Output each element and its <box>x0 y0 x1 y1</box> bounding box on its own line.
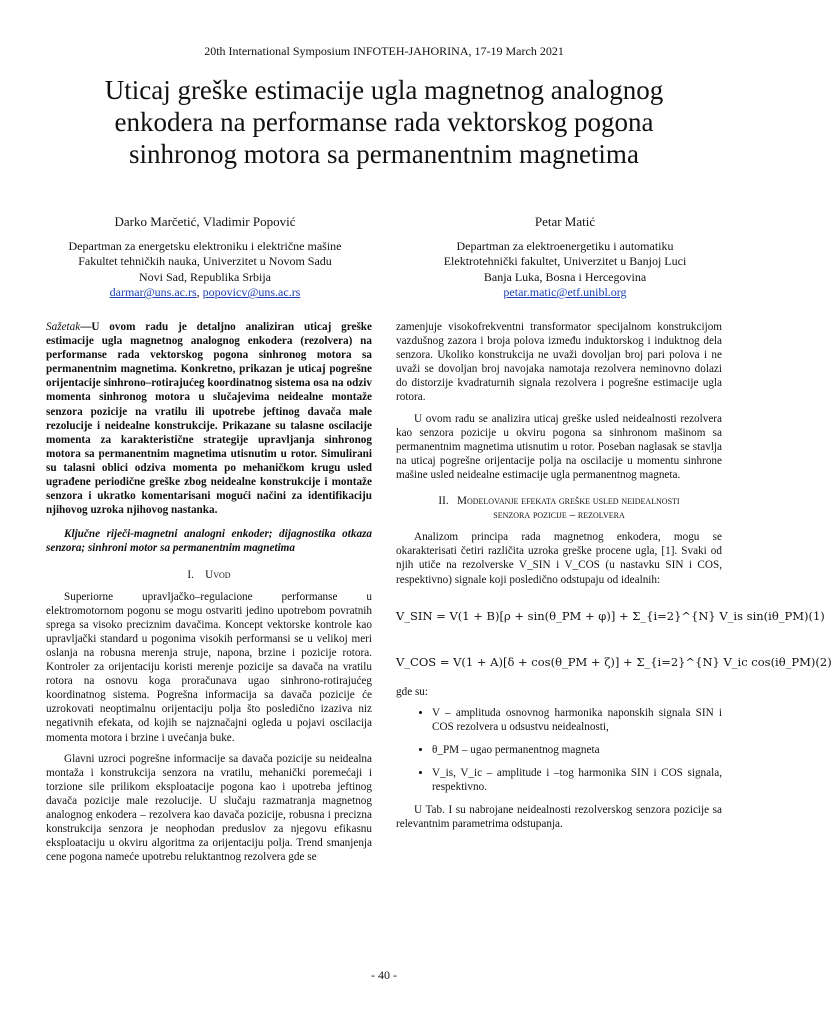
paragraph: Glavni uzroci pogrešne informacije sa davača pozicije su neidealna montaža i konstrukcija senzora na vratilu, mehanički poremećaji i torzione sile prilikom eksploatacije pogona kao i upotreba jeftinog davača pozicije male rezolucije. U slučaju razmatranja magnetnog analognog enkodera – rezolvera kao davača pozicije, robusna i precizna konstrukcija senzora je neophodan preduslov za njegovu efikasnu eksploataciju u okviru algoritma za orijentaciju polja. Trend smanjenja cene pogona nameće upotrebu reluktantnog rezolvera gde se <box>46 752 372 864</box>
list-item: • V_is, V_ic – amplitude i –tog harmonika SIN i COS signala, respektivno. <box>432 766 722 794</box>
email-link[interactable]: popovicv@uns.ac.rs <box>202 285 301 299</box>
equation-number: (1) <box>808 608 825 623</box>
equation-body: V_SIN = V(1 + B)[ρ + sin(θ_PM + φ)] + Σ_{i=2}^{N} V_is sin(iθ_PM) <box>396 608 809 623</box>
title-line-1: Uticaj greške estimacije ugla magnetnog analognog <box>104 75 664 105</box>
list-item: • θ_PM – ugao permanentnog magneta <box>432 743 722 757</box>
title-line-3: sinhronog motora sa permanentnim magnetima <box>129 139 639 169</box>
paragraph: Superiorne upravljačko–regulacione performanse u elektromotornom pogonu se mogu ostvariti jedino upotrebom povratnih sprega sa visoko preciznim davačima. Koncept vektorske kontrole kao upravljački standard u pogonima visokih performansi se u velikoj meri oslanja na robusna merenja struje, napona, brzine i pozicije rotora. Kontroler za orijentaciju koristi merenje pozicije sa davača na vratilu rotora na osnovu koga proračunava ugao sinhrono-rotirajućeg koordinatnog sistema. Pogrešna informacija sa davača pozicije će uzrokovati neoptimalnu orijentaciju polja što posledično izaziva niz negativnih efekata, od kojih se najznačajni ogleda u pojavi oscilacija momenta motora i brzine i uvećanja buke. <box>46 590 372 744</box>
affiliation-line: Departman za elektroenergetiku i automatiku <box>456 238 674 253</box>
equation-1 <box>396 608 825 623</box>
abstract <box>46 320 372 517</box>
page-number: - 40 - <box>371 968 397 982</box>
author-names: Petar Matić <box>534 214 596 229</box>
abstract-label: Sažetak <box>46 321 81 333</box>
email-link[interactable]: petar.matic@etf.unibl.org <box>503 285 627 299</box>
author-names: Darko Marčetić, Vladimir Popović <box>114 214 296 229</box>
section-title: senzora pozicije – rezolvera <box>493 509 625 522</box>
abstract-text: U ovom radu je detaljno analiziran uticaj greške estimacije ugla magnetnog analognog enkodera (rezolvera) na performanse rada vektorskog pogona sinhronog motora sa permanentnim magnetima. Konkretno, prikazan je uticaj pogrešne orijentacije sinhrono–rotirajućeg koordinatnog sistema osa na odziv momenta sinhronog motora u slučajevima neidealne montaže senzora pozicije na vratilu ili upotrebe jeftinog davača male rezolucije i neidealne konstrukcije. Prikazane su talasne oscilacije momenta za karakteristične strategije upravljanja sinhronog motora sa permanentnim magnetima utisnutim u rotor. Simulirani su talasni oblici odziva momenta po mehaničkom krugu usled ugrađene periodične greške zbog neidealne konstrukcije i montaže senzora i ukratko komentarisani mogući načini za identifikaciju njihovog uzroka njihovog nastanka. <box>46 321 372 517</box>
section-2-heading <box>396 494 722 522</box>
equation-number: (2) <box>815 654 832 669</box>
affiliation-line: Banja Luka, Bosna i Hercegovina <box>483 269 647 284</box>
right-column <box>396 320 832 839</box>
section-title: Modelovanje efekata greške usled neidealnosti <box>457 495 680 508</box>
title-line-2: enkodera na performanse rada vektorskog pogona <box>114 107 654 137</box>
author-block-2 <box>400 214 730 301</box>
paragraph: U ovom radu se analizira uticaj greške usled neidealnosti rezolvera kao senzora pozicije u okviru pogona sa sinhronom mašinom sa permanentnim magnetima utisnutim u rotor. Poseban naglasak se stavlja na uticaj pogrešne orijentacije polja na oscilacije u momentu sinhrone mašine usled neidealne estimacije ugla permanentnog magneta. <box>396 412 722 481</box>
paragraph: U Tab. I su nabrojane neidealnosti rezolverskog senzora pozicije sa relevantnim parametrima odstupanja. <box>396 804 722 831</box>
list-item: • V – amplituda osnovnog harmonika naponskih signala SIN i COS rezolvera u odsustvu neidealnosti, <box>432 706 722 734</box>
paragraph: Analizom principa rada magnetnog enkodera, mogu se okarakterisati četiri različita uzroka greške procene ugla, [1]. Svaki od njih utiče na rezolverske V_SIN i V_COS (u nastavku SIN i COS, respektivno) signale koji posledično odstupaju od idealnih: <box>396 531 722 586</box>
bullet-list <box>396 706 722 794</box>
equation-2 <box>396 654 832 669</box>
left-column <box>46 320 372 871</box>
where-label: gde su: <box>396 685 429 698</box>
keywords: Ključne riječi-magnetni analogni enkoder; dijagnostika otkaza senzora; sinhroni motor sa permanentnim magnetima <box>46 528 372 555</box>
email-link[interactable]: darmar@uns.ac.rs <box>109 285 197 299</box>
affiliation-line: Novi Sad, Republika Srbija <box>139 269 271 284</box>
section-number: II. <box>438 495 449 508</box>
affiliation-line: Departman za energetsku elektroniku i električne mašine <box>68 238 342 253</box>
conference-header: 20th International Symposium INFOTEH-JAHORINA, 17-19 March 2021 <box>204 44 564 58</box>
abstract-dash: — <box>80 321 92 333</box>
author-block-1 <box>40 214 370 301</box>
paper-title <box>40 74 728 170</box>
affiliation-line: Elektrotehnički fakultet, Univerzitet u Banjoj Luci <box>443 254 687 268</box>
section-number: I. <box>187 568 194 581</box>
section-1-heading <box>46 568 372 582</box>
affiliation-line: Fakultet tehničkih nauka, Univerzitet u Novom Sadu <box>78 254 332 268</box>
paragraph: zamenjuje visokofrekventni transformator specijalnom konstrukcijom vazdušnog zazora i broja polova između induktorskog i induktnog dela senzora. Ukoliko konstrukcija ne uvaži dovoljan broj pari polova i ne uvaži se dovoljan broj navojaka namotaja rezolvera neminovno dolazi do distorzije kvadraturnih signala rezolvera i pogrešne estimacije ugla rotora. <box>396 321 722 404</box>
author-emails <box>40 285 370 301</box>
equation-body: V_COS = V(1 + A)[δ + cos(θ_PM + ζ)] + Σ_{i=2}^{N} V_ic cos(iθ_PM) <box>396 654 816 669</box>
section-title: Uvod <box>205 568 231 581</box>
email-separator: , <box>196 285 203 299</box>
